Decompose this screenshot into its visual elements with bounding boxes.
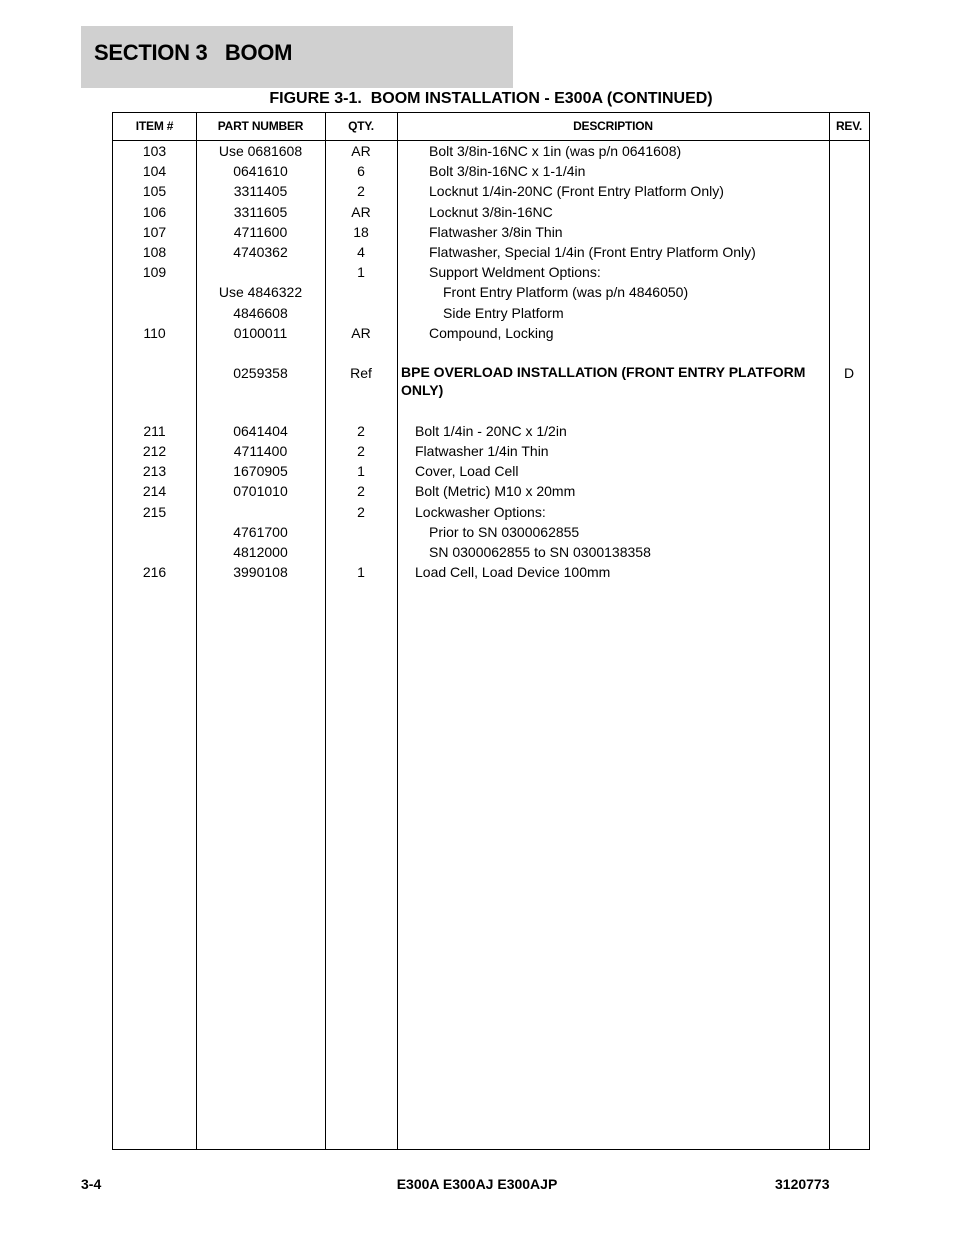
description-text: Flatwasher 3/8in Thin <box>429 223 563 240</box>
item-cell: 108 <box>142 243 167 260</box>
parts-table <box>112 112 870 1150</box>
description-cell <box>397 522 829 542</box>
qty-cell: AR <box>351 203 371 220</box>
table-row <box>113 242 869 262</box>
description-cell <box>397 242 829 262</box>
part-number-cell: 4740362 <box>233 243 288 260</box>
description-cell <box>397 481 829 501</box>
part-number-cell: Use 4846322 <box>218 284 303 301</box>
part-number-cell: Use 0681608 <box>218 143 303 159</box>
item-cell: 104 <box>142 163 167 180</box>
description-text: Front Entry Platform (was p/n 4846050) <box>443 284 689 301</box>
description-cell <box>397 461 829 481</box>
table-row <box>113 562 869 582</box>
description-cell <box>397 421 829 441</box>
description-cell <box>397 502 829 522</box>
qty-cell: Ref <box>350 364 372 381</box>
item-cell: 107 <box>142 223 167 240</box>
table-row <box>113 181 869 201</box>
table-row <box>113 542 869 562</box>
description-cell <box>397 542 829 562</box>
qty-cell: 1 <box>357 564 365 581</box>
part-number-cell: 4711600 <box>233 223 288 240</box>
table-row <box>113 222 869 242</box>
description-text: Cover, Load Cell <box>415 463 519 480</box>
rev-cell: D <box>843 364 855 381</box>
qty-cell: 4 <box>357 243 365 260</box>
footer-page-number: 3-4 <box>81 1176 102 1192</box>
description-cell <box>397 303 829 323</box>
description-text: Lockwasher Options: <box>415 503 546 520</box>
qty-cell: 2 <box>357 483 365 500</box>
part-number-cell: 0259358 <box>233 364 288 381</box>
description-text: Locknut 3/8in-16NC <box>429 203 553 220</box>
footer-models: E300A E300AJ E300AJP <box>396 1176 558 1192</box>
description-text: Compound, Locking <box>429 324 554 341</box>
description-text: Locknut 1/4in-20NC (Front Entry Platform Only) <box>429 183 724 200</box>
description-text: SN 0300062855 to SN 0300138358 <box>429 544 651 560</box>
description-cell <box>397 562 829 582</box>
part-number-cell: 0701010 <box>233 483 288 500</box>
table-row <box>113 502 869 522</box>
description-text: Bolt 1/4in - 20NC x 1/2in <box>415 422 567 439</box>
part-number-cell: 4812000 <box>233 544 288 560</box>
item-cell: 212 <box>142 443 167 460</box>
description-text: Flatwasher, Special 1/4in (Front Entry Platform Only) <box>429 243 756 260</box>
part-number-cell: 1670905 <box>233 463 288 480</box>
figure-title: FIGURE 3-1. BOOM INSTALLATION - E300A (CONTINUED) <box>269 90 713 107</box>
item-cell: 109 <box>142 264 167 281</box>
item-cell: 106 <box>142 203 167 220</box>
description-text: Prior to SN 0300062855 <box>429 523 580 540</box>
qty-cell: AR <box>351 143 371 159</box>
description-cell <box>397 363 829 399</box>
part-number-cell: 0100011 <box>233 324 288 341</box>
part-number-cell: 4846608 <box>233 304 288 321</box>
item-cell: 211 <box>143 422 166 439</box>
table-row <box>113 522 869 542</box>
description-cell <box>397 323 829 343</box>
qty-cell: 2 <box>357 183 365 200</box>
item-cell: 110 <box>143 324 166 341</box>
qty-cell: 18 <box>353 223 369 240</box>
table-row <box>113 282 869 302</box>
description-text: Support Weldment Options: <box>429 264 601 281</box>
item-cell: 214 <box>142 483 167 500</box>
footer-doc-number: 3120773 <box>775 1176 830 1192</box>
part-number-cell: 0641404 <box>233 422 288 439</box>
qty-cell: 1 <box>357 264 365 281</box>
table-row <box>113 141 869 161</box>
spacer-row <box>113 401 869 421</box>
description-text: Load Cell, Load Device 100mm <box>415 564 611 581</box>
header-part-number: PART NUMBER <box>217 119 304 133</box>
description-cell <box>397 282 829 302</box>
part-number-cell: 3311405 <box>233 183 288 200</box>
table-row <box>113 441 869 461</box>
table-row <box>113 161 869 181</box>
part-number-cell: 3990108 <box>233 564 288 581</box>
part-number-cell: 4761700 <box>233 523 288 540</box>
qty-cell: 2 <box>357 443 365 460</box>
qty-cell: 1 <box>357 463 365 480</box>
qty-cell: AR <box>351 324 371 341</box>
table-body <box>113 141 869 582</box>
item-cell: 105 <box>142 183 167 200</box>
qty-cell: 2 <box>357 422 365 439</box>
item-cell: 215 <box>142 503 167 520</box>
spacer-row <box>113 343 869 363</box>
table-row <box>113 461 869 481</box>
description-cell <box>397 222 829 242</box>
description-cell <box>397 202 829 222</box>
header-item: ITEM # <box>135 119 174 133</box>
table-row <box>113 202 869 222</box>
header-rev: REV. <box>835 119 863 133</box>
item-cell: 216 <box>142 564 167 581</box>
part-number-cell: 3311605 <box>233 203 288 220</box>
description-cell <box>397 441 829 461</box>
table-row <box>113 323 869 343</box>
description-cell <box>397 141 829 161</box>
description-cell <box>397 181 829 201</box>
description-text: Flatwasher 1/4in Thin <box>415 443 549 460</box>
table-row <box>113 421 869 441</box>
header-description: DESCRIPTION <box>573 119 653 133</box>
item-cell: 213 <box>142 463 167 480</box>
table-row <box>113 262 869 282</box>
table-row <box>113 481 869 501</box>
header-qty: QTY. <box>348 119 374 133</box>
qty-cell: 2 <box>357 503 365 520</box>
part-number-cell: 0641610 <box>233 163 288 180</box>
part-number-cell: 4711400 <box>233 443 288 460</box>
description-text: Bolt 3/8in-16NC x 1-1/4in <box>429 163 586 180</box>
description-text: Bolt (Metric) M10 x 20mm <box>415 483 576 500</box>
description-cell <box>397 161 829 181</box>
item-cell: 103 <box>142 143 167 159</box>
description-text: Side Entry Platform <box>443 304 564 321</box>
description-text: BPE OVERLOAD INSTALLATION (FRONT ENTRY PLATFORM ONLY) <box>401 363 806 398</box>
description-text: Bolt 3/8in-16NC x 1in (was p/n 0641608) <box>429 143 682 159</box>
description-cell <box>397 262 829 282</box>
section-banner <box>81 26 513 88</box>
table-row <box>113 303 869 323</box>
section-title: SECTION 3 BOOM <box>94 40 293 65</box>
qty-cell: 6 <box>357 163 365 180</box>
table-row <box>113 363 869 401</box>
